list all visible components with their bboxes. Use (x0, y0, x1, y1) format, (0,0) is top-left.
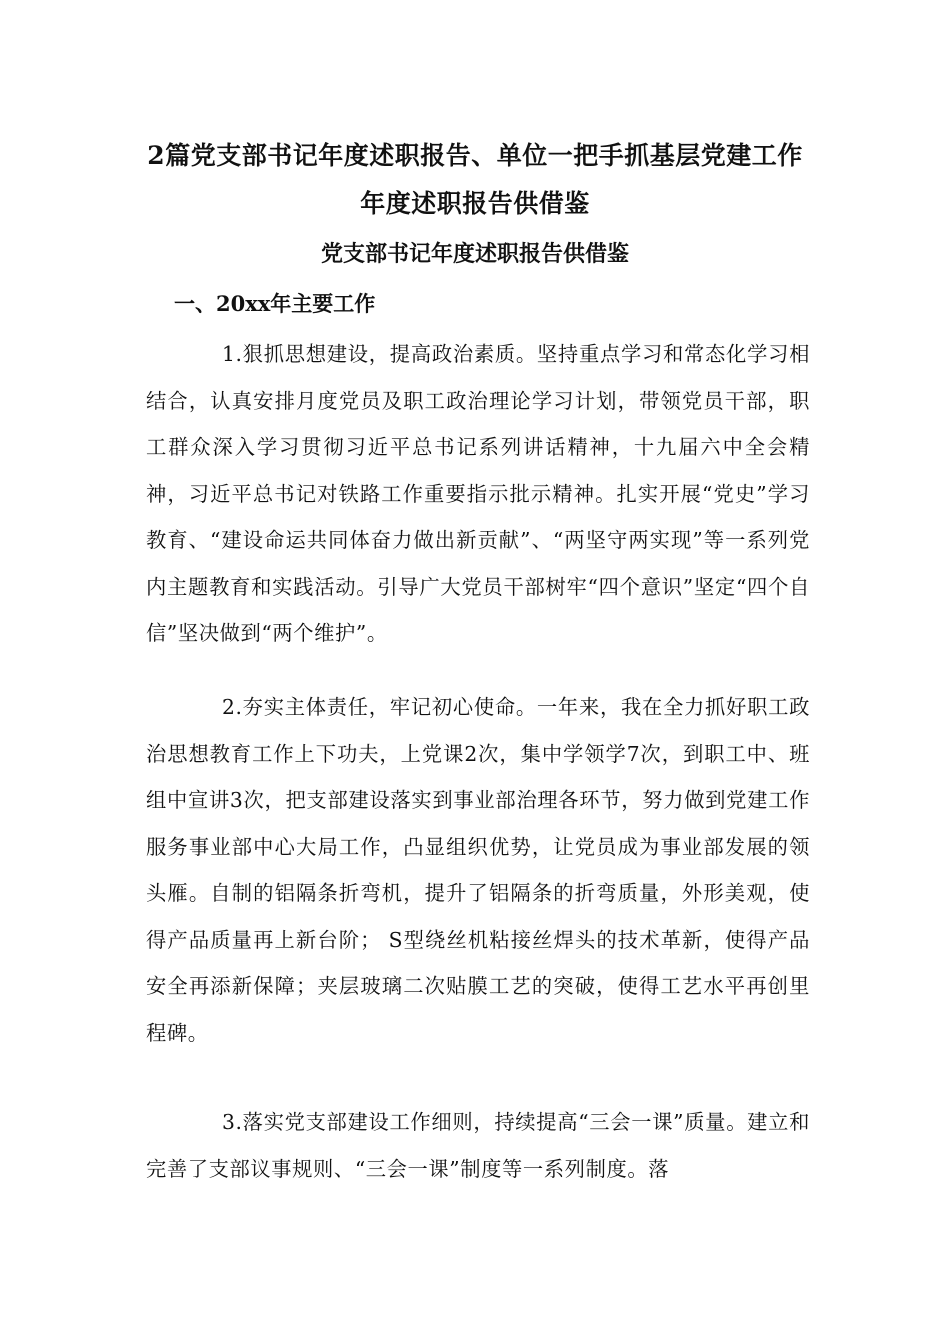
section-heading: 一、20xx年主要工作 (174, 291, 376, 316)
document-title-line-1: 2篇党支部书记年度述职报告、单位一把手抓基层党建工作 (147, 141, 803, 170)
paragraph-1: 1.狠抓思想建设，提高政治素质。坚持重点学习和常态化学习相结合，认真安排月度党员及职工政治理论学习计划，带领党员干部，职工群众深入学习贯彻习近平总书记系列讲话精神，十九届六中全会精神，习近平总书记对铁路工作重要指示批示精神。扎实开展“党史”学习教育、“建设命运共同体奋力做出新贡献”、“两坚守两实现”等一系列党内主题教育和实践活动。引导广大党员干部树牢“四个意识”坚定“四个自信”坚决做到“两个维护”。 (146, 342, 810, 645)
paragraph-3: 3.落实党支部建设工作细则，持续提高“三会一课”质量。建立和完善了支部议事规则、“三会一课”制度等一系列制度。落 (146, 1110, 810, 1181)
document-subtitle: 党支部书记年度述职报告供借鉴 (320, 241, 629, 267)
paragraph-2: 2.夯实主体责任，牢记初心使命。一年来，我在全力抓好职工政治思想教育工作上下功夫，上党课2次，集中学领学7次，到职工中、班组中宣讲3次，把支部建设落实到事业部治理各环节，努力做到党建工作服务事业部中心大局工作，凸显组织优势，让党员成为事业部发展的领头雁。自制的铝隔条折弯机，提升了铝隔条的折弯质量，外形美观，使得产品质量再上新台阶； S型绕丝机粘接丝焊头的技术革新，使得产品安全再添新保障；夹层玻璃二次贴膜工艺的突破，使得工艺水平再创里程碑。 (146, 695, 810, 1045)
document-title-line-2: 年度述职报告供借鉴 (360, 189, 590, 218)
